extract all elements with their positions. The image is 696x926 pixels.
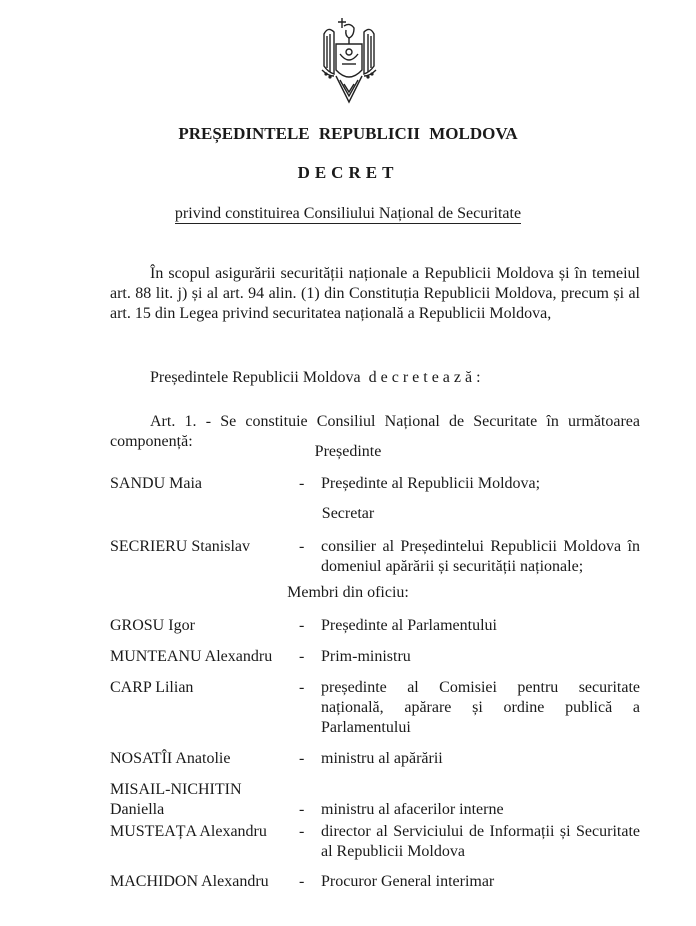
member-dash: -: [299, 823, 305, 840]
member-name: NOSATÎI Anatolie: [110, 750, 231, 767]
document-type: DECRET: [297, 163, 399, 182]
member-dash: -: [299, 873, 305, 890]
member-role: Procuror General interimar: [321, 873, 495, 890]
member-dash: -: [299, 801, 305, 818]
member-role: Președinte al Parlamentului: [321, 617, 497, 634]
section-heading-president: Președinte: [314, 443, 382, 460]
member-dash: -: [299, 475, 305, 492]
member-role: Președinte al Republicii Moldova;: [321, 475, 541, 492]
member-name: MACHIDON Alexandru: [110, 873, 269, 890]
decrees-verb: decretează:: [368, 369, 485, 386]
member-dash: -: [299, 679, 305, 696]
member-role: director al Serviciului de Informații și Securitate al Republicii Moldova: [321, 823, 640, 860]
decrees-line: [110, 368, 640, 388]
decree-subject: [0, 205, 696, 223]
member-dash: -: [299, 648, 305, 665]
section-heading-secretary: Secretar: [321, 505, 375, 522]
member-name: MUNTEANU Alexandru: [110, 648, 273, 665]
coat-of-arms-icon: [318, 14, 380, 106]
member-name: GROSU Igor: [110, 617, 195, 634]
preamble-paragraph: În scopul asigurării securității naționale a Republicii Moldova și în temeiul art. 88 lit. j) și al art. 94 alin. (1) din Constituția Republicii Moldova, precum și al art. 15 din Legea privind securitatea națională a Republicii Moldova,: [110, 265, 640, 322]
member-role: președinte al Comisiei pentru securitate națională, apărare și ordine publică a Parlamentului: [321, 679, 640, 736]
member-role: ministru al afacerilor interne: [321, 801, 504, 818]
member-name: SANDU Maia: [110, 475, 202, 492]
member-dash: -: [299, 617, 305, 634]
member-dash: -: [299, 750, 305, 767]
member-name: SECRIERU Stanislav: [110, 538, 251, 555]
section-heading-ex-officio: Membri din oficiu:: [287, 584, 409, 601]
member-name: CARP Lilian: [110, 679, 194, 696]
decrees-prefix: Președintele Republicii Moldova: [150, 369, 361, 386]
member-role: ministru al apărării: [321, 750, 443, 767]
issuer-title: PREȘEDINTELE REPUBLICII MOLDOVA: [178, 124, 518, 143]
member-dash: -: [299, 538, 305, 555]
member-role: Prim-ministru: [321, 648, 411, 665]
decree-subject-text: privind constituirea Consiliului Național de Securitate: [174, 205, 522, 222]
article-1: Art. 1. - Se constituie Consiliul Național de Securitate în următoarea componență:: [110, 413, 640, 450]
member-role: consilier al Președintelui Republicii Moldova în domeniul apărării și securității naționale;: [321, 538, 640, 575]
member-name: MUSTEAȚA Alexandru: [110, 823, 267, 840]
member-name: MISAIL-NICHITIN Daniella: [110, 781, 242, 818]
